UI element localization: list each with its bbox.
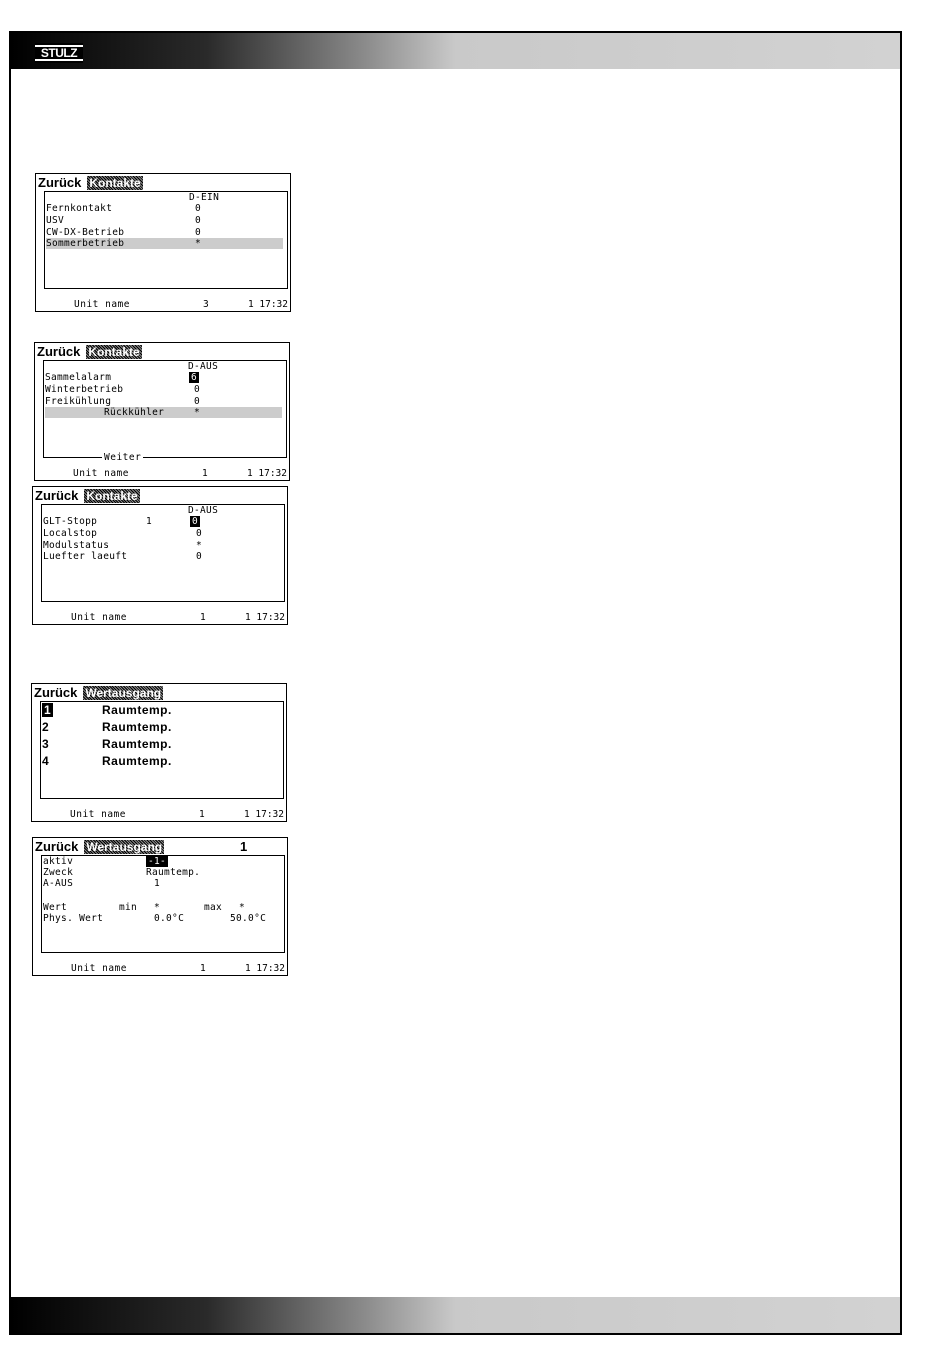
header-band	[11, 33, 900, 69]
list-item[interactable]: Modulstatus	[43, 540, 110, 551]
list-value: 0	[195, 227, 201, 238]
list-item[interactable]: Raumtemp.	[102, 703, 172, 717]
max-value[interactable]: *	[239, 902, 246, 913]
max-label: max	[204, 902, 223, 913]
list-item-number[interactable]: 3	[42, 737, 50, 751]
more-indicator[interactable]: Weiter	[104, 452, 142, 463]
list-item[interactable]: Luefter laeuft	[43, 551, 128, 562]
list-item[interactable]: Freikühlung	[45, 396, 112, 407]
list-value: 0	[196, 551, 202, 562]
back-button[interactable]: Zurück	[35, 488, 79, 503]
tab-kontakte[interactable]: Kontakte	[86, 489, 138, 503]
list-item[interactable]: GLT-Stopp	[43, 516, 98, 527]
zweck-label: Zweck	[43, 867, 74, 878]
column-header: D-AUS	[188, 361, 219, 372]
clock: 1 17:32	[243, 809, 284, 820]
screen-wertausgang-list	[31, 683, 287, 822]
back-button[interactable]: Zurück	[34, 685, 78, 700]
list-item-number[interactable]: 4	[42, 754, 50, 768]
unit-name: Unit name	[71, 612, 127, 623]
unit-name: Unit name	[71, 963, 127, 974]
min-value[interactable]: *	[154, 902, 161, 913]
aaus-label: A-AUS	[43, 878, 74, 889]
list-extra: 1	[146, 516, 153, 527]
back-button[interactable]: Zurück	[37, 344, 81, 359]
list-item-number[interactable]: 2	[42, 720, 50, 734]
page-number: 1	[200, 612, 206, 623]
clock: 1 17:32	[247, 299, 288, 310]
aaus-value[interactable]: 1	[154, 878, 161, 889]
zweck-value[interactable]: Raumtemp.	[146, 867, 201, 878]
min-label: min	[119, 902, 138, 913]
back-button[interactable]: Zurück	[35, 839, 79, 854]
list-item-number[interactable]: 1	[44, 703, 52, 717]
tab-wertausgang[interactable]: Wertausgang	[86, 840, 163, 854]
list-item[interactable]: CW-DX-Betrieb	[46, 227, 125, 238]
cursor-value[interactable]: 6	[191, 372, 197, 383]
list-value: *	[195, 238, 201, 249]
list-value: 0	[196, 528, 202, 539]
screen-kontakte-d-aus-2	[32, 486, 288, 625]
list-item[interactable]: USV	[46, 215, 65, 226]
tab-kontakte[interactable]: Kontakte	[89, 176, 141, 190]
aktiv-label: aktiv	[43, 856, 74, 867]
unit-name: Unit name	[70, 809, 126, 820]
contact-list	[44, 191, 288, 289]
list-value: 0	[195, 203, 201, 214]
screen-kontakte-d-ein	[35, 173, 291, 312]
screen-kontakte-d-aus-1	[34, 342, 290, 481]
column-header: D-AUS	[188, 505, 219, 516]
wert-label: Wert	[43, 902, 68, 913]
screen-wertausgang-detail	[32, 837, 288, 976]
list-item[interactable]: Localstop	[43, 528, 98, 539]
aktiv-value[interactable]: -1-	[148, 856, 167, 867]
clock: 1 17:32	[244, 963, 285, 974]
phys-max-value: 50.0°C	[230, 913, 267, 924]
list-item[interactable]: Sammelalarm	[45, 372, 112, 383]
phys-label: Phys. Wert	[43, 913, 104, 924]
list-item[interactable]: Sommerbetrieb	[46, 238, 125, 249]
list-value: *	[194, 407, 200, 418]
column-header: D-EIN	[189, 192, 220, 203]
unit-name: Unit name	[73, 468, 129, 479]
back-button[interactable]: Zurück	[38, 175, 82, 190]
contact-list	[41, 504, 285, 602]
cursor-value[interactable]: 0	[192, 516, 198, 527]
output-detail	[41, 855, 285, 953]
stulz-logo: STULZ	[35, 43, 83, 63]
list-item[interactable]: Rückkühler	[104, 407, 165, 418]
tab-wertausgang[interactable]: Wertausgang	[85, 686, 162, 700]
output-index: 1	[240, 839, 248, 854]
list-item[interactable]: Raumtemp.	[102, 720, 172, 734]
page-number: 1	[200, 963, 206, 974]
page-number: 1	[202, 468, 208, 479]
list-value: 0	[194, 396, 200, 407]
list-item[interactable]: Fernkontakt	[46, 203, 113, 214]
list-item[interactable]: Winterbetrieb	[45, 384, 124, 395]
footer-band	[11, 1297, 900, 1333]
output-list	[40, 701, 284, 799]
clock: 1 17:32	[244, 612, 285, 623]
list-value: *	[196, 540, 202, 551]
tab-kontakte[interactable]: Kontakte	[88, 345, 140, 359]
page-number: 3	[203, 299, 209, 310]
unit-name: Unit name	[74, 299, 130, 310]
contact-list	[43, 360, 287, 463]
list-item[interactable]: Raumtemp.	[102, 754, 172, 768]
page-number: 1	[199, 809, 205, 820]
phys-min-value: 0.0°C	[154, 913, 185, 924]
list-value: 0	[195, 215, 201, 226]
list-value: 0	[194, 384, 200, 395]
clock: 1 17:32	[246, 468, 287, 479]
list-item[interactable]: Raumtemp.	[102, 737, 172, 751]
